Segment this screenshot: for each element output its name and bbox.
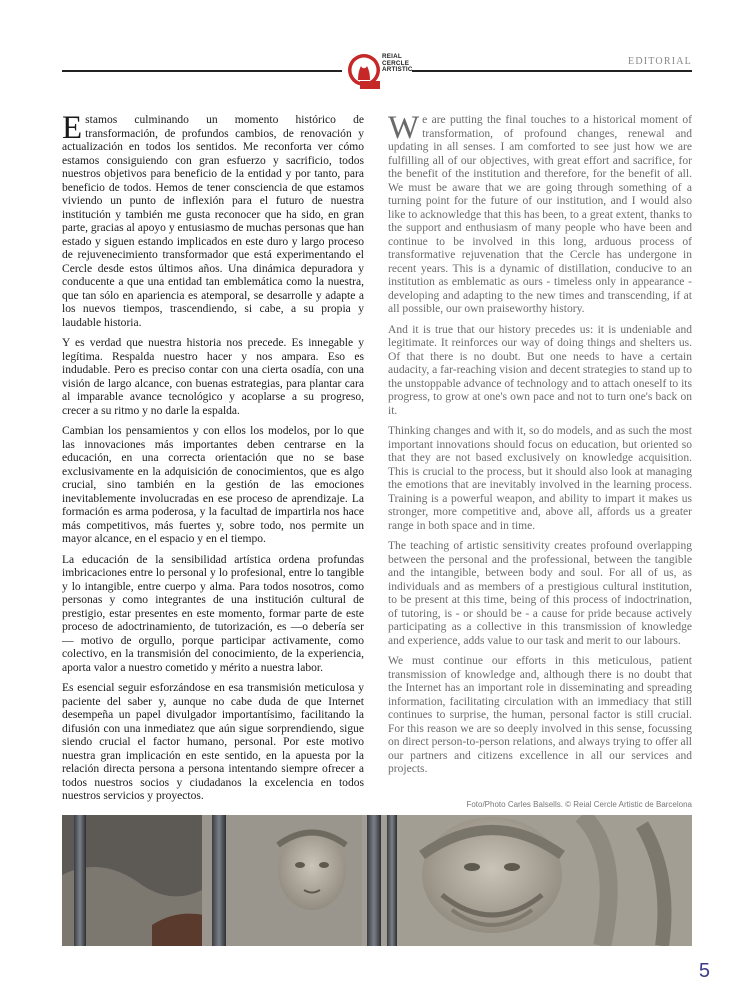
page-number: 5 — [698, 960, 710, 982]
logo-line: CERCLE — [382, 59, 410, 67]
paragraph: We must continue our efforts in this meticulous, patient transmission of knowledge and, although there is no doubt that the Internet has an important role in disseminating and spreading information, facilitating circulation with an immediacy that still continues to surprise, the human, personal factor is still crucial. For this reason we are so deeply involved in this sense, focussing on direct person-to-person relations, and always trying to offer all our partners and citizens excellence in all our services and projects. — [388, 655, 692, 775]
paragraph: Y es verdad que nuestra historia nos precede. Es innegable y legítima. Respalda nuestro hacer y nos ampara. Eso es indudable. Pero es preciso contar con una cierta osadía, con una visión de largo alcance, con buenas estrategias, para plantar cara al imparable avance tecnológico y acoplarse a su progreso, crecer a su ritmo y no darle la espalda. — [62, 337, 364, 417]
stone-carving-photo — [62, 815, 692, 946]
paragraph: Thinking changes and with it, so do models, and as such the most important innovations should focus on education, but oriented so that they are not based exclusively on knowledge acquisition. This is crucial to the process, but it should also look at managing the emotions that are inevitably involved in the learning process. Training is a powerful weapon, and ability to impart it makes us stronger, more competitive and, above all, affords us a greater range in both space and in time. — [388, 425, 692, 532]
logo-emblem-icon — [346, 50, 386, 96]
paragraph: Cambian los pensamientos y con ellos los modelos, por lo que las innovaciones más importantes deben centrarse en la educación, en una correcta orientación que no se base exclusivamente en la adquisición de conocimientos, que es algo crucial, sino también en la gestión de las emociones inevitablemente involucradas en ese proceso de aprendizaje. La formación es arma poderosa, y la facultad de impartirla nos hace más competitivos, más fuertes y, sobre todo, nos permite un mayor alcance, en el espacio y en el tiempo. — [62, 425, 364, 545]
stone-carving-image — [62, 815, 692, 946]
paragraph-text: stamos culminando un momento histórico de transformación, de profundos cambios, de renovación y actualización en todos los sentidos. Me reconforta ver cómo estamos consiguiendo con gran esfuerzo y sacrificio, todos nuestros objetivos para beneficio de la entidad y por tanto, para beneficio de todos. Hemos de tener consciencia de que estamos viviendo un punto de inflexión para el futuro de nuestra institución y también me gusta reconocer que ha sido, en gran parte, gracias al apoyo y entusiasmo de muchas personas que han estado y siguen estando implicados en este duro y largo proceso de rejuvenecimiento transformador que está experimentando el Cercle desde estos últimos años. Una dinámica depuradora y conducente a que una entidad tan emblemática como la nuestra, que tan sólo en apariencia es atemporal, se desarrolle y adapte a los nuevos tiempos, trascendiendo, si cabe, a su propia y laudable historia. — [62, 114, 364, 329]
dropcap: W — [388, 110, 420, 146]
paragraph: The teaching of artistic sensitivity creates profound overlapping between the personal and the professional, between the tangible and the intangible, between body and soul. For all of us, as individuals and as members of a prestigious cultural institution, to be present at this time, being of this process of indoctrination, of tutoring, is - or should be - a cause for pride because actively participating as a collective in this transmission of knowledge and experience, adds value to our task and merit to our labours. — [388, 540, 692, 647]
paragraph-text: e are putting the final touches to a historical moment of transformation, of profound changes, renewal and updating in all senses. I am comforted to see just how we are fulfilling all of our objectives, with great effort and sacrifice, for the benefit of the institution and therefore, for the benefit of all. We must be aware that we are going through something of a turning point for the future of our institution, and I would also like to acknowledge that this has been, to a great extent, thanks to the support and enthusiasm of many people who have been and continue to be involved in this long, arduous process of transformative rejuvenation that the Cercle has undergone in recent years. This is a dynamic of distillation, conducive to an institution as emblematic as ours - timeless only in appearance - developing and adapting to the new times and transcending, if at all possible, our own praiseworthy history. — [388, 114, 692, 315]
english-column — [388, 110, 692, 784]
paragraph — [388, 110, 692, 317]
section-label: EDITORIAL — [628, 56, 692, 67]
paragraph — [62, 110, 364, 330]
logo-wordmark — [382, 54, 413, 74]
paragraph: La educación de la sensibilidad artística ordena profundas imbricaciones entre lo personal y lo profesional, entre lo tangible y lo intangible, entre cuerpo y alma. Para todos nosotros, como personas y como integrantes de una institución cultural de prestigio, estar presentes en este momento, formar parte de este proceso de adoctrinamiento, de tutorización, es —o debería ser— motivo de orgullo, porque participar activamente, como colectivo, en la transmisión del conocimiento, de la experiencia, aporta valor a nuestro cometido y mérito a nuestra labor. — [62, 553, 364, 674]
header-rule-right — [412, 70, 692, 72]
paragraph: Es esencial seguir esforzándose en esa transmisión meticulosa y paciente del saber y, aunque no cabe duda de que Internet desempeña un papel divulgador importantísimo, facilitando la difusión con una inmediatez que aún sigue sorprendiendo, sigue siendo crucial el factor humano, personal. Por este motivo nuestra gran implicación en este sentido, en la apuesta por la relación directa persona a persona intentando siempre ofrecer a todos nuestros socios y ciudadanos la excelencia en todos nuestros servicios y proyectos. — [62, 682, 364, 802]
header-rule-left — [62, 70, 342, 72]
spanish-column — [62, 110, 364, 811]
dropcap: E — [62, 110, 83, 146]
logo-line: ARTISTIC — [382, 66, 413, 74]
paragraph: And it is true that our history precedes us: it is undeniable and legitimate. It reinforces our way of doing things and shelters us. Of that there is no doubt. But one needs to have a certain audacity, a far-reaching vision and decent strategies to stand up to the unstoppable advance of technology and to attach oneself to its progress, to grow at one's own pace and not to turn one's back on it. — [388, 323, 692, 417]
logo-line: REIAL — [382, 53, 402, 60]
reial-cercle-artistic-logo — [346, 50, 414, 96]
photo-credit: Foto/Photo Carles Balsells. © Reial Cercle Artistic de Barcelona — [466, 800, 692, 809]
